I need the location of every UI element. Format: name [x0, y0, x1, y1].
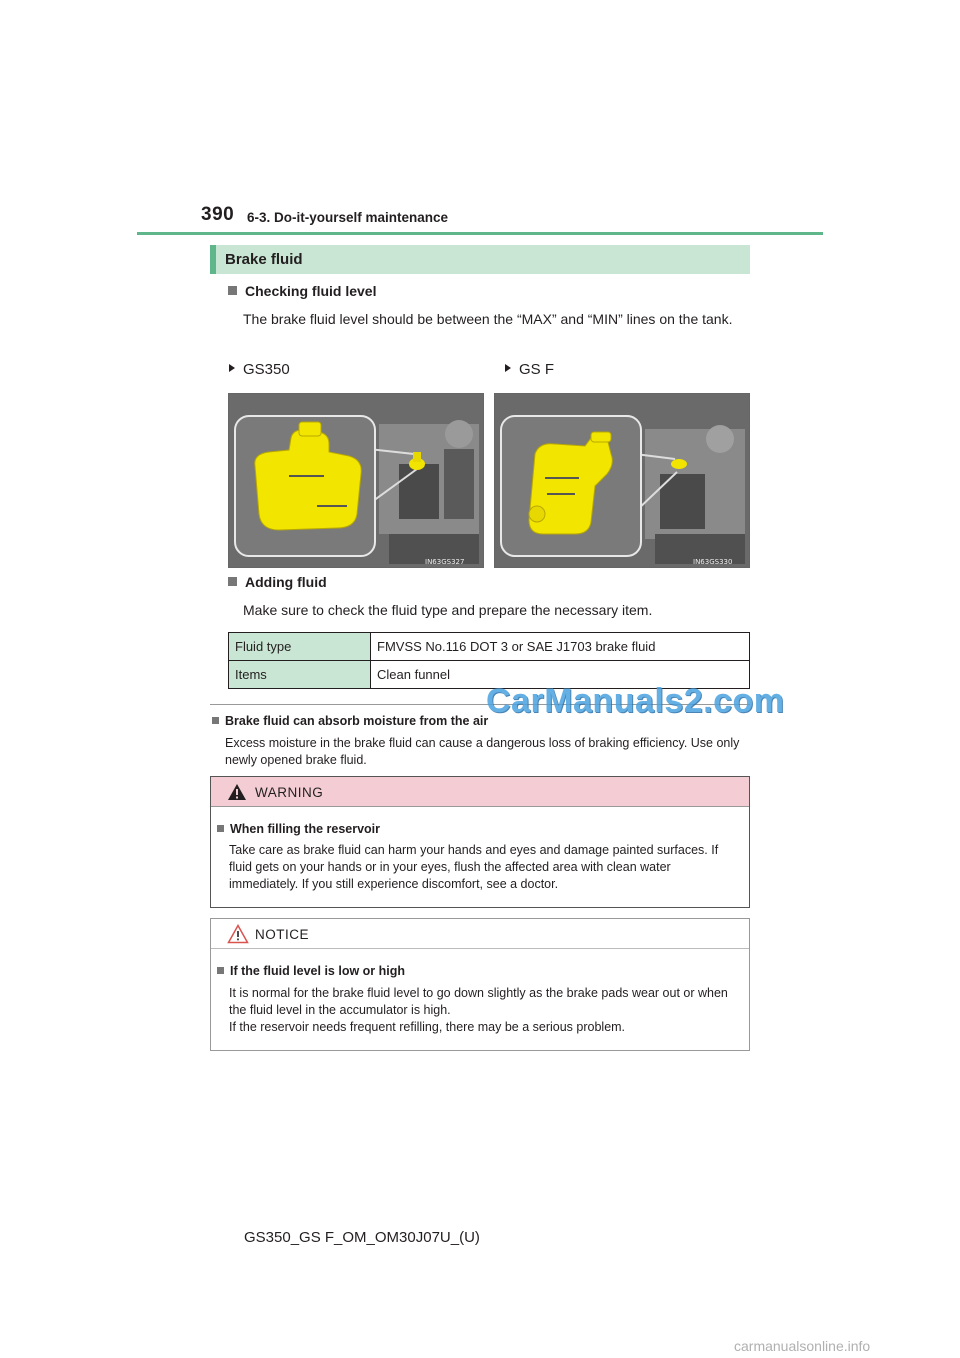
model-label-left: GS350	[229, 361, 290, 378]
notice-subheading: If the fluid level is low or high	[217, 964, 405, 978]
watermark-logo: CarManuals2.com	[486, 682, 785, 720]
adding-text: Make sure to check the fluid type and prepare the necessary item.	[243, 602, 653, 618]
caution-triangle-icon	[227, 924, 249, 944]
image-code-right: IN63GS330	[693, 558, 733, 566]
page-number: 390	[201, 204, 235, 225]
fluid-spec-table	[228, 632, 750, 689]
section-heading-bar	[210, 245, 750, 274]
table-cell-label: Fluid type	[229, 633, 371, 661]
square-bullet-icon	[217, 967, 224, 974]
engine-bay-photo-gs350	[228, 393, 484, 568]
table-cell-value: Clean funnel	[371, 661, 750, 689]
square-bullet-icon	[228, 286, 237, 295]
warning-title: WARNING	[255, 785, 324, 800]
notice-text	[229, 985, 743, 1036]
table-cell-label: Items	[229, 661, 371, 689]
warning-subheading: When filling the reservoir	[217, 822, 380, 836]
footer-doc-code: GS350_GS F_OM_OM30J07U_(U)	[244, 1229, 480, 1246]
watermark-footer: carmanualsonline.info	[734, 1338, 871, 1354]
table-cell-value: FMVSS No.116 DOT 3 or SAE J1703 brake fluid	[371, 633, 750, 661]
triangle-bullet-icon	[229, 364, 235, 372]
adding-heading	[228, 574, 327, 590]
notice-text-line-1: It is normal for the brake fluid level to go down slightly as the brake pads wear out or when the fluid level in the accumulator is high.	[229, 986, 728, 1017]
checking-text: The brake fluid level should be between the “MAX” and “MIN” lines on the tank.	[243, 311, 733, 327]
note-text: Excess moisture in the brake fluid can cause a dangerous loss of braking efficiency. Use only newly opened brake fluid.	[225, 736, 740, 767]
engine-bay-photo-gsf	[494, 393, 750, 568]
notice-text-line-2: If the reservoir needs frequent refilling, there may be a serious problem.	[229, 1020, 626, 1034]
notice-box	[210, 918, 750, 1051]
square-bullet-icon	[212, 717, 219, 724]
triangle-bullet-icon	[505, 364, 511, 372]
warning-header	[211, 777, 749, 807]
square-bullet-icon	[228, 577, 237, 586]
notice-title: NOTICE	[255, 927, 310, 942]
adding-heading-text: Adding fluid	[245, 574, 327, 590]
square-bullet-icon	[217, 825, 224, 832]
warning-triangle-icon	[227, 783, 247, 801]
notice-header	[211, 919, 749, 949]
model-label-right: GS F	[505, 361, 554, 378]
checking-heading-text: Checking fluid level	[245, 283, 377, 299]
warning-box	[210, 776, 750, 908]
note-heading: Brake fluid can absorb moisture from the air	[212, 714, 488, 728]
chapter-label: 6-3. Do-it-yourself maintenance	[247, 210, 449, 225]
checking-heading	[228, 283, 376, 299]
table-row	[229, 633, 750, 661]
section-title: Brake fluid	[225, 251, 303, 268]
image-code-left: IN63GS327	[425, 558, 465, 566]
header-rule	[137, 232, 823, 235]
warning-text: Take care as brake fluid can harm your hands and eyes and damage painted surfaces. If fluid gets on your hands or in your eyes, flush the affected area with clean water immediately. If you still experience discomfort, see a doctor.	[229, 843, 719, 891]
